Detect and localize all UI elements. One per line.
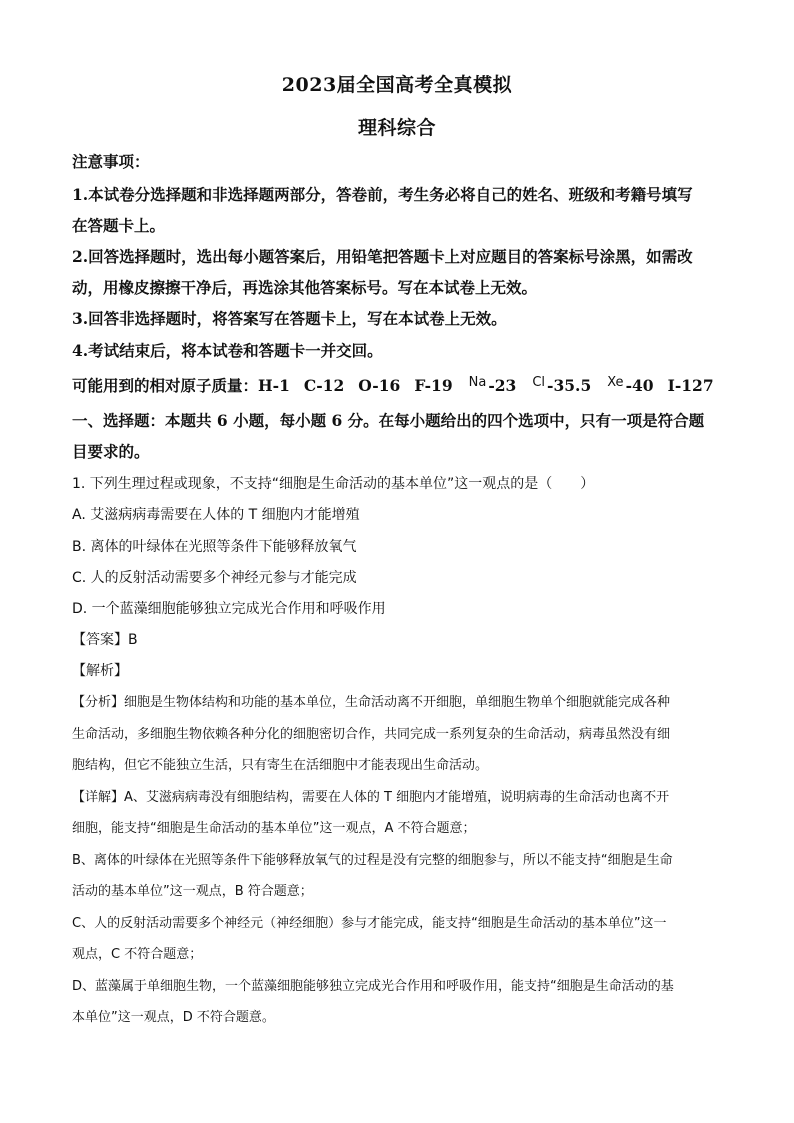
atomic-mass-label: 可能用到的相对原子质量：: [72, 376, 259, 395]
element-symbol: Xe: [607, 375, 624, 390]
atomic-mass-item: O-16: [358, 376, 401, 395]
analysis-line: 本单位”这一观点，D 不符合题意。: [72, 1010, 275, 1025]
analysis-line: D、蓝藻属于单细胞生物，一个蓝藻细胞能够独立完成光合作用和呼吸作用，能支持“细胞是生命活动的基: [72, 979, 674, 994]
atomic-mass-value: -35.5: [547, 376, 592, 395]
atomic-mass-value: -40: [625, 376, 654, 395]
analysis-line: 【详解】A、艾滋病病毒没有细胞结构，需要在人体的 T 细胞内才能增殖，说明病毒的生命活动也离不开: [72, 790, 670, 805]
notice-line: 1.本试卷分选择题和非选择题两部分，答卷前，考生务必将自己的姓名、班级和考籍号填写: [72, 185, 693, 204]
atomic-mass-item: F-19: [414, 376, 453, 395]
analysis-label: 【解析】: [72, 663, 128, 679]
atomic-mass-item: I-127: [667, 376, 714, 395]
element-symbol: Na: [468, 375, 487, 390]
atomic-mass-item: C-12: [303, 376, 345, 395]
analysis-line: 观点，C 不符合题意；: [72, 947, 203, 962]
analysis-line: 细胞，能支持“细胞是生命活动的基本单位”这一观点，A 不符合题意；: [72, 821, 476, 836]
section-heading: 一、选择题：本题共 6 小题，每小题 6 分。在每小题给出的四个选项中，只有一项是符合题: [72, 411, 705, 430]
notice-heading: 注意事项：: [72, 152, 150, 171]
question-stem: 1. 下列生理过程或现象，不支持“细胞是生命活动的基本单位”这一观点的是（ ）: [72, 476, 595, 492]
exam-title: 2023届全国高考全真模拟: [281, 74, 513, 96]
answer-label: 【答案】B: [72, 632, 138, 648]
notice-line: 4.考试结束后，将本试卷和答题卡一并交回。: [72, 341, 383, 360]
option-d: D. 一个蓝藻细胞能够独立完成光合作用和呼吸作用: [72, 601, 386, 617]
analysis-line: 生命活动，多细胞生物依赖各种分化的细胞密切合作，共同完成一系列复杂的生命活动，病毒虽然没有细: [72, 727, 671, 742]
analysis-line: C、人的反射活动需要多个神经元（神经细胞）参与才能完成，能支持“细胞是生命活动的基本单位”这一: [72, 916, 667, 931]
section-heading-cont: 目要求的。: [72, 442, 150, 461]
element-symbol: Cl: [532, 375, 546, 390]
atomic-mass-item: H-1: [258, 376, 290, 395]
analysis-line: 活动的基本单位”这一观点，B 符合题意；: [72, 884, 313, 899]
exam-subject: 理科综合: [357, 117, 436, 139]
notice-line: 动，用橡皮擦擦干净后，再选涂其他答案标号。写在本试卷上无效。: [72, 278, 538, 297]
atomic-mass-value: -23: [488, 376, 517, 395]
analysis-line: 胞结构，但它不能独立生活，只有寄生在活细胞中才能表现出生命活动。: [72, 758, 489, 773]
analysis-line: B、离体的叶绿体在光照等条件下能够释放氧气的过程是没有完整的细胞参与，所以不能支持“细胞是生命: [72, 853, 673, 868]
notice-line: 3.回答非选择题时，将答案写在答题卡上，写在本试卷上无效。: [72, 309, 507, 328]
notice-line: 2.回答选择题时，选出每小题答案后，用铅笔把答题卡上对应题目的答案标号涂黑，如需改: [72, 247, 693, 266]
option-c: C. 人的反射活动需要多个神经元参与才能完成: [72, 570, 357, 586]
notice-line: 在答题卡上。: [72, 216, 166, 235]
atomic-mass-line: [72, 374, 714, 396]
option-b: B. 离体的叶绿体在光照等条件下能够释放氧气: [72, 539, 357, 555]
analysis-line: 【分析】细胞是生物体结构和功能的基本单位，生命活动离不开细胞，单细胞生物单个细胞就能完成各种: [72, 695, 671, 710]
option-a: A. 艾滋病病毒需要在人体的 T 细胞内才能增殖: [72, 507, 360, 523]
